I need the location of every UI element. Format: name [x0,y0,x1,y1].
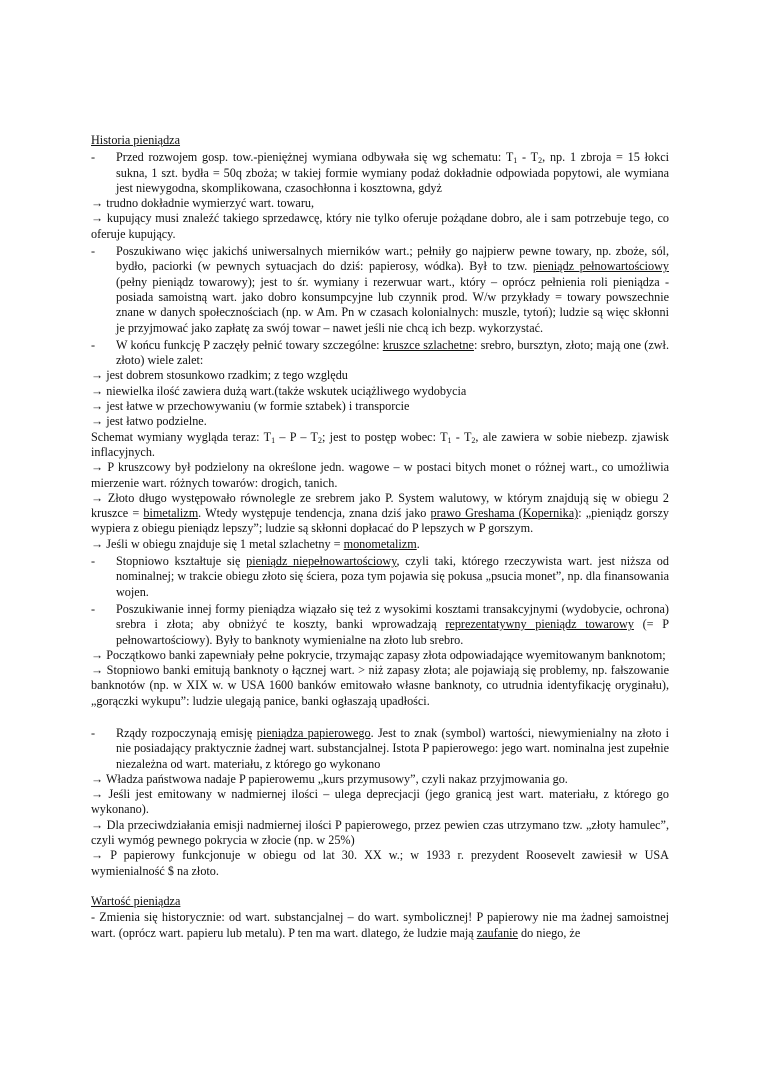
formula-subscript: 2 [471,435,476,445]
paragraph-text: . Wtedy występuje tendencja, znana dziś jako [198,506,431,521]
paragraph-text: : srebro, bursztyn, złoto; mają one (zwł. złoto) wiele zalet: [116,337,669,368]
formula-dash: - [451,429,464,444]
paragraph-text: . Jest to znak (symbol) wartości, niewymienialny na złoto i nie posiadający praktycznie żadnej wart. substancjalnej. Istota P papierowego: jego wart. nominalna jest zupełnie niezależna od wart. materiału, z którego go wykonano [116,725,669,771]
formula-dash: - [517,150,531,165]
formula-subscript: 2 [538,156,543,166]
paragraph-text: Przed rozwojem gosp. tow.-pieniężnej wymiana odbywała się wg schematu: [116,150,506,165]
formula-symbol: T [310,429,318,444]
underlined-term: prawo Greshama (Kopernika) [430,506,579,521]
formula-subscript: 1 [513,156,518,166]
underlined-term: pieniądz pełnowartościowy [532,259,669,274]
paragraph-text: , czyli taki, którego rzeczywista wart. jest niższa od nominalnej; w trakcie obiegu złoto się ściera, poza tym pojawia się pokusa „psucia monet”, np. dla finansowania wojen. [116,554,669,599]
paragraph-text: Poszukiwano więc jakichś uniwersalnych mierników wart.; pełniły go najpierw pewne towary, np. zboże, sól, bydło, paciorki (w pewnych sytuacjach do dziś: papierosy, wódka). Był to tzw. [116,244,669,274]
formula-subscript: 1 [271,435,276,445]
bullet-paragraph [91,244,669,336]
bullet-dash: - [91,554,96,569]
paragraph-text: Rządy rozpoczynają emisję [116,725,257,740]
schema-paragraph [91,430,669,461]
arrow-line: → Stopniowo banki emitują banknoty o łącznej wart. > niż zapasy złota; ale pojawiają się problemy, np. fałszowanie banknotów (np. w XIX w. w USA 1600 banków emitowało własne banknoty, co utrudnia identyfikację oryginału), „gorączki wykupu”: ludzie ulegają panice, banki ogłaszają upadłości. [91,663,669,708]
section-title-value: Wartość pieniądza [91,893,181,908]
paragraph-text: do niego, że [517,925,581,940]
formula-symbol: T [263,429,272,444]
formula-middle: – P – [275,429,311,444]
arrow-line [91,537,669,552]
bullet-dash: - [91,244,96,259]
underlined-term: reprezentatywny pieniądz towarowy [445,617,634,632]
arrow-line: → Jeśli jest emitowany w nadmiernej ilości – ulega deprecjacji (jego granicą jest wart. materiału, z którego go wykonano). [91,787,669,817]
underlined-term: monometalizm [343,536,417,551]
bullet-dash: - [91,601,96,616]
formula-symbol: T [505,150,514,165]
paragraph-text: Schemat wymiany wygląda teraz: [91,429,264,444]
formula-symbol: T [530,150,539,165]
arrow-line [91,491,669,537]
bullet-paragraph [91,150,669,196]
formula-symbol: T [463,429,472,444]
arrow-line: → P papierowy funkcjonuje w obiegu od lat 30. XX w.; w 1933 r. prezydent Roosevelt zawiesił w USA wymienialność $ na złoto. [91,848,669,878]
arrow-line: → jest łatwe w przechowywaniu (w formie sztabek) i transporcie [91,399,410,414]
document-page [91,133,669,941]
paragraph-text: (= P pełnowartościowy). Były to banknoty wymienialne na złoto lub srebro. [116,617,669,647]
paragraph-text: ; jest to postęp wobec: [322,429,441,444]
spacer [91,879,669,894]
bullet-paragraph [91,338,669,369]
formula-symbol: T [440,429,448,444]
underlined-term: zaufanie [476,925,518,940]
paragraph-text: Stopniowo kształtuje się [116,554,247,569]
formula-subscript: 1 [447,435,452,445]
arrow-line: → Dla przeciwdziałania emisji nadmiernej ilości P papierowego, przez pewien czas utrzymano tzw. „złoty hamulec”, czyli wymóg pewnego pokrycia w złocie (np. w 25%) [91,817,669,848]
paragraph-text: → Złoto długo występowało równolegle ze srebrem jako P. System walutowy, w którym znajdują się w obiegu 2 kruszce = [91,490,669,521]
arrow-line: → niewielka ilość zawiera dużą wart.(także wskutek uciążliwego wydobycia [91,383,467,398]
paragraph-text: → Jeśli w obiegu znajduje się 1 metal szlachetny = [91,536,344,551]
underlined-term: pieniądza papierowego [256,725,371,740]
spacer [91,709,669,724]
bullet-paragraph [91,602,669,648]
paragraph-text: W końcu funkcję P zaczęły pełnić towary szczególne: [116,337,383,352]
paragraph-text: Poszukiwanie innej formy pieniądza wiązało się też z wysokimi kosztami transakcyjnymi (wydobycie, ochrona) srebra i złota; aby obniżyć te koszty, banki wprowadzają [116,601,669,632]
bullet-paragraph [91,726,669,772]
bullet-paragraph [91,554,669,600]
arrow-line: → Początkowo banki zapewniały pełne pokrycie, trzymając zapasy złota odpowiadające wyemitowanym banknotom; [91,647,666,662]
value-paragraph [91,910,669,941]
underlined-term: pieniądz niepełnowartościowy [246,554,397,569]
arrow-line: → jest łatwo podzielne. [91,414,207,429]
arrow-line: → trudno dokładnie wymierzyć wart. towaru, [91,196,315,211]
section-title-history: Historia pieniądza [91,133,181,147]
bullet-dash: - [91,337,96,352]
bullet-dash: - [91,150,96,165]
paragraph-text: - Zmienia się historycznie: od wart. substancjalnej – do wart. symbolicznej! P papierowy nie ma żadnej samoistnej wart. (oprócz wart. papieru lub metalu). P ten ma wart. dlatego, że ludzie mają [91,910,669,940]
paragraph-text: , ale zawiera w sobie niebezp. zjawisk inflacyjnych. [91,429,669,459]
bullet-dash: - [91,725,96,740]
paragraph-text: (pełny pieniądz towarowy); jest to śr. wymiany i rezerwuar wart., który – oprócz pełnienia roli pieniądza - posiada samoistną wart. jako dobro konsumpcyjne lub czynnik prod. W/w przykłady = towary powszechnie znane w danych społecznościach (np. w Am. Pn w czasach kolonialnych: muszle, tytoń); ludzie są więc skłonni je przyjmować jako zapłatę za swój towar – nawet jeśli nie chcą ich bezp. wykorzystać. [116,274,669,335]
arrow-line: → kupujący musi znaleźć takiego sprzedawcę, który nie tylko oferuje pożądane dobro, ale i sam potrzebuje tego, co oferuje kupujący. [91,211,669,241]
arrow-line: → jest dobrem stosunkowo rzadkim; z tego względu [91,368,348,383]
formula-subscript: 2 [318,435,322,445]
paragraph-text: . [416,536,420,551]
paragraph-text: : „pieniądz gorszy wypiera z obiegu pieniądz lepszy”; ludzie są skłonni dopłacać do P lepszych w P gorszym. [91,506,670,536]
paragraph-text: , np. 1 zbroja = 15 łokci sukna, 1 szt. bydła = 50q zboża; w takiej formie wymiany podaż dokładnie odpowiada popytowi, ale wymiana jest niewygodna, skomplikowana, czasochłonna i kosztowna, gdyż [116,150,669,195]
arrow-line: → P kruszcowy był podzielony na określone jedn. wagowe – w postaci bitych monet o różnej wart., co umożliwia mierzenie wart. różnych towarów: drogich, tanich. [91,460,669,490]
arrow-line: → Władza państwowa nadaje P papierowemu „kurs przymusowy”, czyli nakaz przyjmowania go. [91,771,568,786]
underlined-term: bimetalizm [143,506,199,521]
underlined-term: kruszce szlachetne [382,337,474,352]
